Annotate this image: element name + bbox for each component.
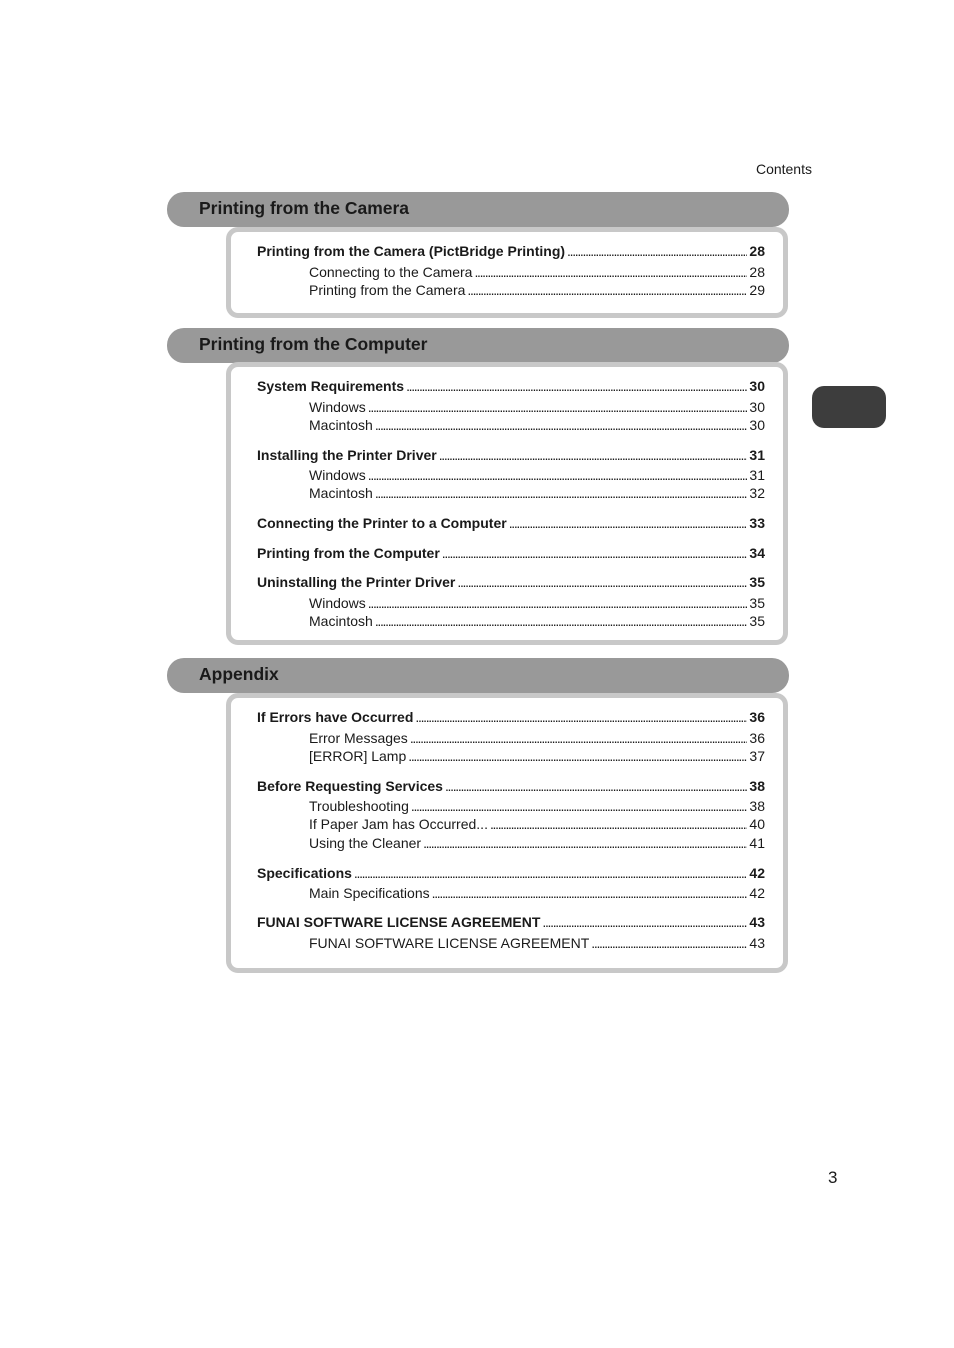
toc-box-appendix [226,693,788,973]
entry-page: 31 [749,447,765,463]
toc-entry[interactable] [309,884,765,902]
leader-dots [408,747,747,765]
entry-page: 32 [749,485,765,501]
toc-entry[interactable] [257,242,765,260]
entry-page: 37 [749,748,765,764]
entry-title: Printing from the Camera [309,282,466,298]
chapter-side-tab [812,386,886,428]
entry-page: 28 [749,243,765,259]
toc-entry[interactable] [309,594,765,612]
entry-title: System Requirements [257,378,405,394]
leader-dots [368,594,747,612]
section-header-appendix: Appendix [167,658,789,693]
running-head: Contents [755,161,812,177]
entry-page: 34 [749,545,765,561]
toc-entry[interactable] [309,729,765,747]
entry-page: 36 [749,730,765,746]
leader-dots [474,263,747,281]
entry-page: 30 [749,399,765,415]
entry-title: If Errors have Occurred [257,709,414,725]
entry-title: Using the Cleaner [309,835,422,851]
leader-dots [368,466,747,484]
section-header-computer: Printing from the Computer [167,328,789,363]
entry-page: 28 [749,264,765,280]
toc-entry[interactable] [309,834,765,852]
toc-entry[interactable] [309,281,765,299]
leader-dots [591,934,747,952]
leader-dots [432,884,747,902]
entry-title: If Paper Jam has Occurred... [309,816,488,832]
entry-title: Macintosh [309,485,373,501]
leader-dots [375,416,747,434]
leader-dots [375,612,747,630]
entry-title: Connecting to the Camera [309,264,473,280]
toc-entry[interactable] [257,864,765,882]
toc-entry[interactable] [257,514,765,532]
leader-dots [368,398,747,416]
toc-entry[interactable] [309,484,765,502]
leader-dots [490,815,747,833]
entry-page: 43 [749,914,765,930]
entry-page: 38 [749,798,765,814]
leader-dots [542,913,747,931]
entry-title: [ERROR] Lamp [309,748,407,764]
toc-entry[interactable] [257,708,765,726]
leader-dots [354,864,747,882]
entry-page: 33 [749,515,765,531]
toc-entry[interactable] [257,544,765,562]
entry-title: Installing the Printer Driver [257,447,437,463]
leader-dots [415,708,747,726]
leader-dots [457,573,747,591]
entry-title: Before Requesting Services [257,778,443,794]
entry-title: Connecting the Printer to a Computer [257,515,507,531]
toc-entry[interactable] [309,934,765,952]
leader-dots [445,777,747,795]
entry-title: Printing from the Camera (PictBridge Printing) [257,243,566,259]
toc-entry[interactable] [309,466,765,484]
entry-title: Main Specifications [309,885,430,901]
entry-page: 42 [749,865,765,881]
leader-dots [406,377,747,395]
toc-entry[interactable] [309,612,765,630]
leader-dots [467,281,747,299]
toc-entry[interactable] [257,377,765,395]
toc-entry[interactable] [257,446,765,464]
toc-entry[interactable] [309,398,765,416]
entry-title: Specifications [257,865,352,881]
entry-title: FUNAI SOFTWARE LICENSE AGREEMENT [257,914,541,930]
entry-title: FUNAI SOFTWARE LICENSE AGREEMENT [309,935,590,951]
entry-title: Macintosh [309,417,373,433]
entry-page: 29 [749,282,765,298]
leader-dots [509,514,747,532]
leader-dots [439,446,747,464]
entry-title: Printing from the Computer [257,545,440,561]
leader-dots [410,729,747,747]
section-header-camera: Printing from the Camera [167,192,789,227]
entry-title: Error Messages [309,730,408,746]
toc-entry[interactable] [257,913,765,931]
entry-title: Windows [309,595,366,611]
entry-title: Macintosh [309,613,373,629]
entry-title: Windows [309,467,366,483]
entry-page: 43 [749,935,765,951]
toc-entry[interactable] [309,416,765,434]
toc-box-computer [226,362,788,645]
toc-box-camera [226,227,788,318]
page-number: 3 [828,1168,838,1187]
toc-entry[interactable] [257,573,765,591]
entry-page: 30 [749,378,765,394]
leader-dots [423,834,747,852]
entry-page: 41 [749,835,765,851]
entry-page: 36 [749,709,765,725]
entry-title: Uninstalling the Printer Driver [257,574,456,590]
toc-entry[interactable] [309,815,765,833]
entry-page: 38 [749,778,765,794]
entry-title: Troubleshooting [309,798,409,814]
entry-page: 40 [749,816,765,832]
entry-page: 42 [749,885,765,901]
toc-entry[interactable] [257,777,765,795]
toc-entry[interactable] [309,263,765,281]
entry-page: 35 [749,595,765,611]
entry-page: 31 [749,467,765,483]
leader-dots [442,544,747,562]
entry-page: 35 [749,613,765,629]
entry-page: 35 [749,574,765,590]
leader-dots [375,484,747,502]
entry-page: 30 [749,417,765,433]
toc-entry[interactable] [309,797,765,815]
toc-entry[interactable] [309,747,765,765]
entry-title: Windows [309,399,366,415]
leader-dots [567,242,747,260]
leader-dots [411,797,747,815]
